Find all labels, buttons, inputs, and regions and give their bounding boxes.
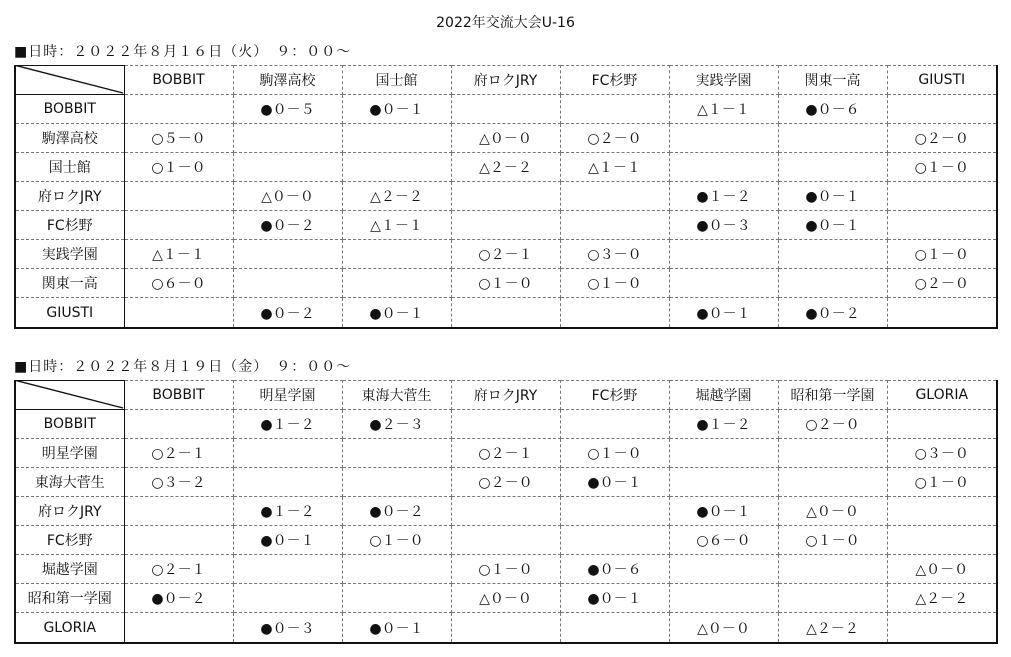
match-grid <box>14 380 998 644</box>
row-header: FC杉野 <box>15 526 124 555</box>
result-cell: ●０－２ <box>124 584 233 613</box>
result-cell: △２－２ <box>451 153 560 182</box>
result-cell <box>778 555 887 584</box>
result-cell: ●０－１ <box>669 298 778 329</box>
result-cell <box>124 497 233 526</box>
result-cell: ●０－２ <box>233 211 342 240</box>
result-cell <box>233 584 342 613</box>
result-cell <box>451 410 560 439</box>
result-cell: ○１－０ <box>451 269 560 298</box>
result-cell: ○１－０ <box>342 526 451 555</box>
result-cell <box>778 240 887 269</box>
result-cell <box>342 468 451 497</box>
table-row <box>15 468 997 497</box>
column-header: 府ロクJRY <box>451 66 560 95</box>
row-header: 実践学園 <box>15 240 124 269</box>
result-cell: ○６－０ <box>669 526 778 555</box>
result-cell <box>669 269 778 298</box>
result-cell <box>342 439 451 468</box>
result-cell <box>669 240 778 269</box>
result-cell <box>124 211 233 240</box>
result-cell: ●０－１ <box>669 497 778 526</box>
result-cell <box>887 613 997 644</box>
result-cell: ●０－１ <box>342 95 451 124</box>
result-cell <box>233 439 342 468</box>
result-cell <box>233 555 342 584</box>
result-cell <box>887 182 997 211</box>
result-cell: △２－２ <box>887 584 997 613</box>
result-cell: ●０－１ <box>778 182 887 211</box>
column-header: 明星学園 <box>233 381 342 410</box>
result-cell <box>560 211 669 240</box>
result-cell: ●１－２ <box>669 410 778 439</box>
column-header: GIUSTI <box>887 66 997 95</box>
result-cell <box>451 298 560 329</box>
row-header: 東海大菅生 <box>15 468 124 497</box>
row-header: 府ロクJRY <box>15 182 124 211</box>
result-cell <box>233 468 342 497</box>
result-cell: △０－０ <box>887 555 997 584</box>
column-header: 東海大菅生 <box>342 381 451 410</box>
result-cell: ●０－１ <box>342 613 451 644</box>
result-cell <box>124 526 233 555</box>
result-cell <box>887 211 997 240</box>
result-cell: ○１－０ <box>887 240 997 269</box>
table-row <box>15 555 997 584</box>
result-cell <box>342 555 451 584</box>
result-cell <box>233 240 342 269</box>
result-cell: ○３－２ <box>124 468 233 497</box>
table-row <box>15 526 997 555</box>
results-table-1 <box>14 65 996 329</box>
column-header: BOBBIT <box>124 381 233 410</box>
result-cell <box>451 497 560 526</box>
result-cell <box>342 240 451 269</box>
result-cell: ○２－０ <box>887 124 997 153</box>
corner-cell <box>15 381 124 410</box>
column-header: FC杉野 <box>560 381 669 410</box>
result-cell: ○１－０ <box>560 439 669 468</box>
result-cell: ●１－２ <box>669 182 778 211</box>
result-cell: △０－０ <box>451 584 560 613</box>
result-cell: △０－０ <box>669 613 778 644</box>
result-cell: ●０－２ <box>342 497 451 526</box>
row-header: 駒澤高校 <box>15 124 124 153</box>
result-cell: △２－２ <box>778 613 887 644</box>
result-cell: ○１－０ <box>560 269 669 298</box>
result-cell: △０－０ <box>233 182 342 211</box>
result-cell <box>124 182 233 211</box>
schedule-1: ■日時：２０２２年８月１６日（火） ９：００～ <box>14 44 352 60</box>
result-cell <box>560 497 669 526</box>
result-cell <box>451 182 560 211</box>
result-cell <box>778 124 887 153</box>
result-cell <box>887 95 997 124</box>
result-cell <box>560 182 669 211</box>
result-cell: ●０－１ <box>233 526 342 555</box>
result-cell <box>124 95 233 124</box>
result-cell <box>887 497 997 526</box>
result-cell <box>342 124 451 153</box>
result-cell: ●２－３ <box>342 410 451 439</box>
result-cell: ○２－１ <box>124 439 233 468</box>
result-cell <box>124 613 233 644</box>
result-cell: ●０－３ <box>233 613 342 644</box>
result-cell <box>342 153 451 182</box>
table-row <box>15 95 997 124</box>
results-table-2 <box>14 380 996 644</box>
column-header: 実践学園 <box>669 66 778 95</box>
table-row <box>15 439 997 468</box>
result-cell <box>560 410 669 439</box>
column-header: FC杉野 <box>560 66 669 95</box>
table-row <box>15 124 997 153</box>
result-cell: ●０－２ <box>233 298 342 329</box>
result-cell <box>560 95 669 124</box>
result-cell: ●０－３ <box>669 211 778 240</box>
row-header: BOBBIT <box>15 95 124 124</box>
result-cell <box>560 526 669 555</box>
table-row <box>15 410 997 439</box>
result-cell <box>560 298 669 329</box>
result-cell: ○５－０ <box>124 124 233 153</box>
result-cell <box>887 298 997 329</box>
page-title: 2022年交流大会U-16 <box>436 15 575 31</box>
result-cell: ●１－２ <box>233 497 342 526</box>
result-cell <box>669 468 778 497</box>
result-cell: △１－１ <box>560 153 669 182</box>
row-header: 堀越学園 <box>15 555 124 584</box>
column-header: 府ロクJRY <box>451 381 560 410</box>
result-cell <box>669 555 778 584</box>
result-cell: △１－１ <box>342 211 451 240</box>
column-header: 堀越学園 <box>669 381 778 410</box>
result-cell <box>451 95 560 124</box>
result-cell <box>124 298 233 329</box>
result-cell: △１－１ <box>124 240 233 269</box>
table-row <box>15 240 997 269</box>
result-cell: ●１－２ <box>233 410 342 439</box>
schedule-2: ■日時：２０２２年８月１９日（金） ９：００～ <box>14 359 352 375</box>
result-cell: ○２－０ <box>560 124 669 153</box>
result-cell: △２－２ <box>342 182 451 211</box>
result-cell: ○２－０ <box>451 468 560 497</box>
result-cell: ●０－２ <box>778 298 887 329</box>
result-cell <box>778 468 887 497</box>
result-cell: ○２－１ <box>451 240 560 269</box>
column-header: GLORIA <box>887 381 997 410</box>
result-cell <box>451 526 560 555</box>
row-header: 府ロクJRY <box>15 497 124 526</box>
table-row <box>15 269 997 298</box>
row-header: 関東一高 <box>15 269 124 298</box>
result-cell: ○１－０ <box>451 555 560 584</box>
result-cell: ●０－１ <box>560 584 669 613</box>
table-row <box>15 298 997 329</box>
result-cell: △０－０ <box>451 124 560 153</box>
match-grid <box>14 65 998 329</box>
result-cell <box>342 584 451 613</box>
result-cell: ○１－０ <box>124 153 233 182</box>
row-header: 明星学園 <box>15 439 124 468</box>
result-cell: ●０－１ <box>778 211 887 240</box>
result-cell: ○６－０ <box>124 269 233 298</box>
result-cell <box>778 153 887 182</box>
result-cell <box>233 153 342 182</box>
result-cell: ○１－０ <box>887 153 997 182</box>
result-cell <box>778 584 887 613</box>
corner-cell <box>15 66 124 95</box>
result-cell: △１－１ <box>669 95 778 124</box>
column-header: 関東一高 <box>778 66 887 95</box>
result-cell: ○１－０ <box>778 526 887 555</box>
result-cell: ●０－５ <box>233 95 342 124</box>
result-cell: ○２－１ <box>124 555 233 584</box>
result-cell <box>669 439 778 468</box>
column-header: 昭和第一学園 <box>778 381 887 410</box>
result-cell: ○２－１ <box>451 439 560 468</box>
table-row <box>15 211 997 240</box>
result-cell <box>669 584 778 613</box>
result-cell <box>560 613 669 644</box>
row-header: 昭和第一学園 <box>15 584 124 613</box>
result-cell <box>342 269 451 298</box>
row-header: GLORIA <box>15 613 124 644</box>
table-row <box>15 153 997 182</box>
table-row <box>15 182 997 211</box>
column-header: BOBBIT <box>124 66 233 95</box>
result-cell: ●０－１ <box>560 468 669 497</box>
result-cell: ○２－０ <box>778 410 887 439</box>
result-cell <box>887 410 997 439</box>
result-cell: ○３－０ <box>887 439 997 468</box>
result-cell <box>778 439 887 468</box>
result-cell: ●０－１ <box>342 298 451 329</box>
result-cell <box>124 410 233 439</box>
table-row <box>15 497 997 526</box>
table-row <box>15 613 997 644</box>
result-cell: △０－０ <box>778 497 887 526</box>
column-header: 国士館 <box>342 66 451 95</box>
result-cell <box>233 269 342 298</box>
row-header: BOBBIT <box>15 410 124 439</box>
result-cell: ○１－０ <box>887 468 997 497</box>
result-cell: ●０－６ <box>778 95 887 124</box>
table-row <box>15 584 997 613</box>
result-cell <box>451 613 560 644</box>
result-cell <box>451 211 560 240</box>
row-header: FC杉野 <box>15 211 124 240</box>
result-cell: ○２－０ <box>887 269 997 298</box>
result-cell <box>778 269 887 298</box>
result-cell: ○３－０ <box>560 240 669 269</box>
result-cell <box>669 153 778 182</box>
result-cell: ●０－６ <box>560 555 669 584</box>
column-header: 駒澤高校 <box>233 66 342 95</box>
row-header: 国士館 <box>15 153 124 182</box>
result-cell <box>669 124 778 153</box>
result-cell <box>233 124 342 153</box>
result-cell <box>887 526 997 555</box>
row-header: GIUSTI <box>15 298 124 329</box>
